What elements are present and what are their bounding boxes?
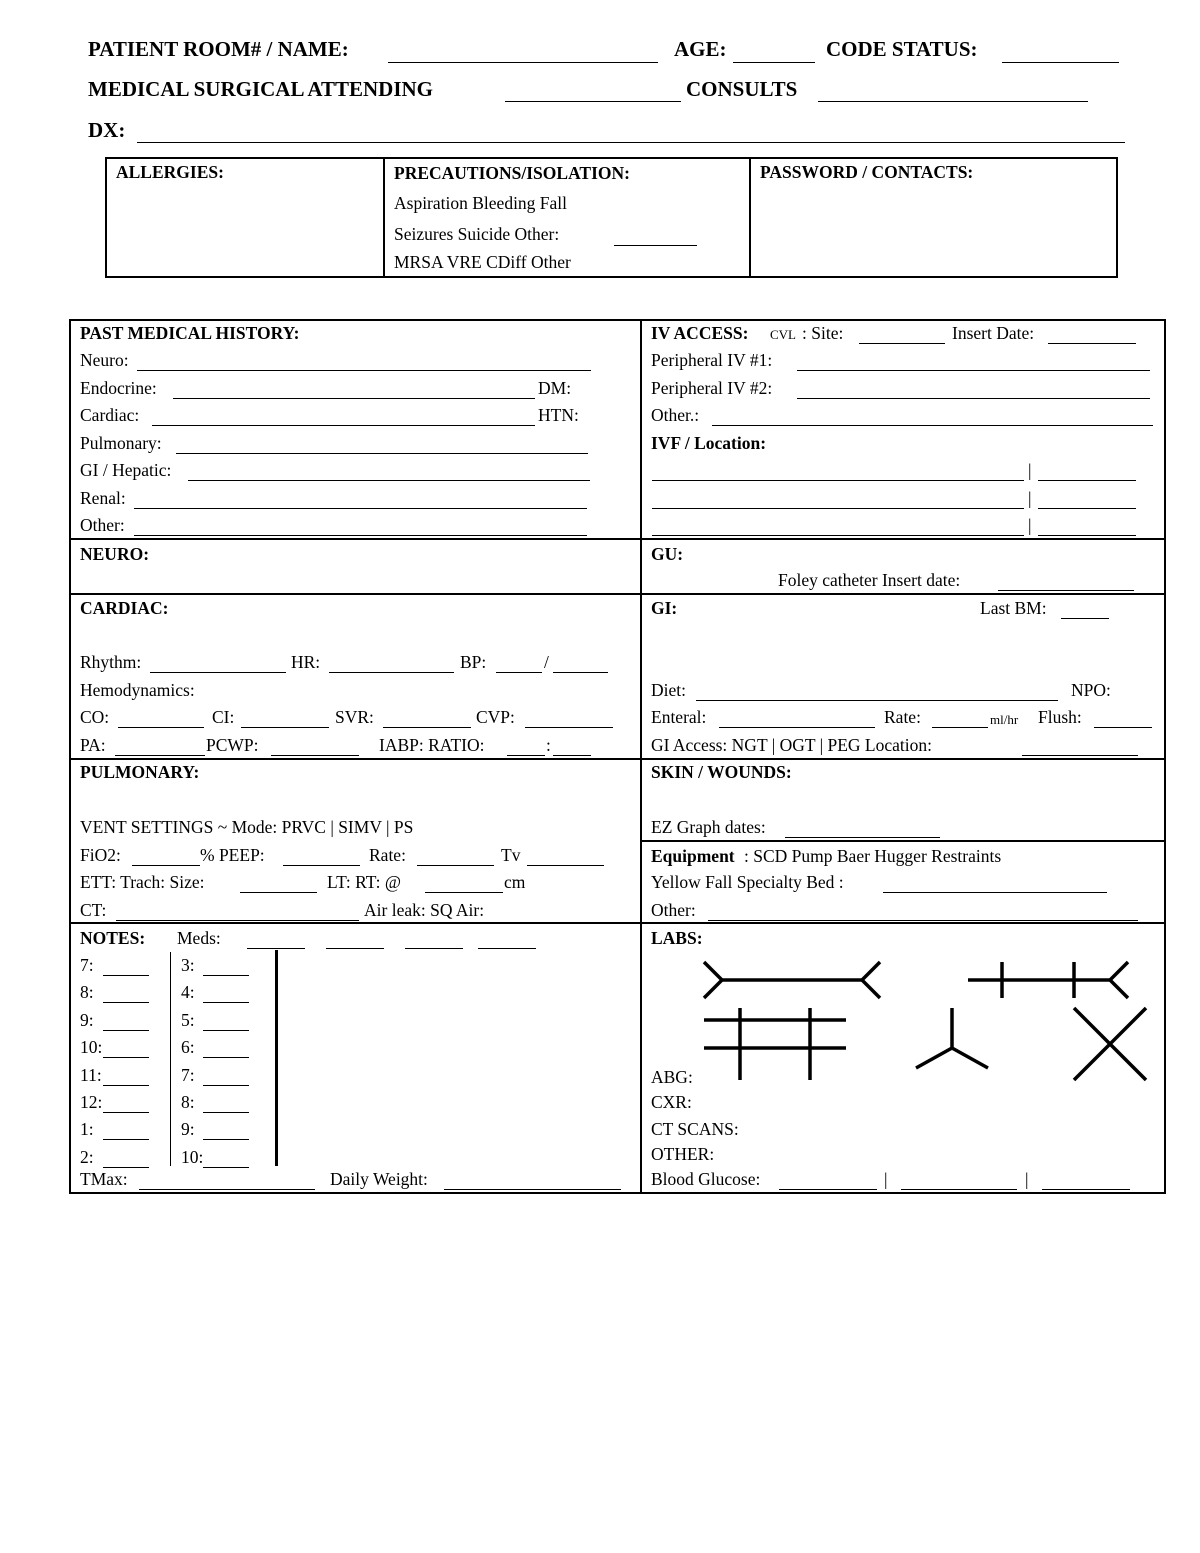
ivf-location-2[interactable] xyxy=(1038,508,1136,509)
co-field[interactable] xyxy=(118,727,204,728)
equipment-options-2[interactable]: Yellow Fall Specialty Bed : xyxy=(651,872,844,892)
meds-time-field[interactable] xyxy=(203,1112,249,1113)
ivf-location-1[interactable] xyxy=(1038,480,1136,481)
row-divider xyxy=(69,922,1166,924)
rhythm-label: Rhythm: xyxy=(80,652,142,672)
meds-time-label: 3: xyxy=(181,955,195,975)
ivf-separator: | xyxy=(1028,488,1032,508)
gi-title: GI: xyxy=(651,598,678,618)
ci-field[interactable] xyxy=(241,727,329,728)
vent-rate-field[interactable] xyxy=(417,865,494,866)
ivf-field-3[interactable] xyxy=(652,535,1024,536)
consults-label: CONSULTS xyxy=(686,77,798,101)
cvp-label: CVP: xyxy=(476,707,515,727)
npo-label: NPO: xyxy=(1071,680,1111,700)
meds-label: Meds: xyxy=(177,928,221,948)
pcwp-label: PCWP: xyxy=(206,735,259,755)
equipment-other-label: Other: xyxy=(651,900,696,920)
pcwp-field[interactable] xyxy=(271,755,359,756)
pmh-renal-label: Renal: xyxy=(80,488,126,508)
notes-column-divider xyxy=(170,952,171,1166)
enteral-field[interactable] xyxy=(719,727,875,728)
rate-field[interactable] xyxy=(932,727,988,728)
ci-label: CI: xyxy=(212,707,235,727)
peep-field[interactable] xyxy=(283,865,360,866)
foley-label: Foley catheter Insert date: xyxy=(778,570,961,590)
gu-title: GU: xyxy=(651,544,684,564)
rhythm-field[interactable] xyxy=(150,672,286,673)
consults-field[interactable] xyxy=(818,101,1088,102)
tv-field[interactable] xyxy=(527,865,604,866)
ivf-separator: | xyxy=(1028,515,1032,535)
hr-label: HR: xyxy=(291,652,321,672)
specialty-bed-field[interactable] xyxy=(883,892,1107,893)
pa-label: PA: xyxy=(80,735,106,755)
chest-tube-label: CT: xyxy=(80,900,107,920)
piv2-field[interactable] xyxy=(797,398,1150,399)
code-status-field[interactable] xyxy=(1002,62,1119,63)
meds-time-field[interactable] xyxy=(203,1002,249,1003)
meds-time-field[interactable] xyxy=(203,975,249,976)
pmh-dm-label: DM: xyxy=(538,378,572,398)
meds-time-label: 9: xyxy=(181,1119,195,1140)
equipment-title: Equipment xyxy=(651,846,735,866)
divider xyxy=(749,157,751,278)
daily-weight-field[interactable] xyxy=(444,1189,621,1190)
pmh-neuro-label: Neuro: xyxy=(80,350,129,370)
tmax-label: TMax: xyxy=(80,1169,128,1189)
notes-time-label: 1: xyxy=(80,1119,94,1140)
glucose-field-1[interactable] xyxy=(779,1189,877,1190)
glucose-separator: | xyxy=(884,1169,888,1189)
ratio-colon: : xyxy=(546,735,551,755)
rate-label: Rate: xyxy=(884,707,921,727)
notes-time-field[interactable] xyxy=(103,1112,149,1113)
ett-size-field[interactable] xyxy=(240,892,317,893)
abg-label: ABG: xyxy=(651,1067,693,1087)
pmh-endocrine-label: Endocrine: xyxy=(80,378,157,398)
flush-label: Flush: xyxy=(1038,707,1082,727)
meds-time-field[interactable] xyxy=(203,1139,249,1140)
lab-diagrams[interactable] xyxy=(690,950,1160,1090)
ct-scans-label: CT SCANS: xyxy=(651,1119,739,1139)
allergies-label: ALLERGIES: xyxy=(116,162,224,182)
ivf-location-title: IVF / Location: xyxy=(651,433,767,453)
attending-label: MEDICAL SURGICAL ATTENDING xyxy=(88,77,434,101)
notes-time-field[interactable] xyxy=(103,1057,149,1058)
piv1-label: Peripheral IV #1: xyxy=(651,350,773,370)
bp-label: BP: xyxy=(460,652,487,672)
piv1-field[interactable] xyxy=(797,370,1150,371)
lab-y-diagram xyxy=(916,1048,952,1068)
pmh-other-field[interactable] xyxy=(134,535,587,536)
blood-glucose-label: Blood Glucose: xyxy=(651,1169,761,1189)
meds-time-field[interactable] xyxy=(203,1030,249,1031)
mlhr-label: ml/hr xyxy=(990,712,1019,727)
room-name-field[interactable] xyxy=(388,62,658,63)
vent-rate-label: Rate: xyxy=(369,845,406,865)
notes-time-field[interactable] xyxy=(103,1030,149,1031)
precautions-options-2[interactable]: Seizures Suicide Other: xyxy=(394,224,560,244)
tmax-field[interactable] xyxy=(139,1189,315,1190)
meds-time-label: 8: xyxy=(181,1092,195,1112)
notes-column-divider xyxy=(275,950,278,1166)
lab-fishbone-right xyxy=(862,962,880,998)
iv-other-field[interactable] xyxy=(712,425,1153,426)
diet-field[interactable] xyxy=(696,700,1058,701)
hr-field[interactable] xyxy=(329,672,454,673)
column-divider xyxy=(640,319,642,1194)
cxr-label: CXR: xyxy=(651,1092,692,1112)
pmh-gi-label: GI / Hepatic: xyxy=(80,460,172,480)
foley-insert-field[interactable] xyxy=(998,590,1134,591)
precautions-options-1[interactable]: Aspiration Bleeding Fall xyxy=(394,193,568,213)
meds-time-label: 10: xyxy=(181,1146,204,1167)
ett-position-field[interactable] xyxy=(425,892,503,893)
pmh-endocrine-field[interactable] xyxy=(173,398,535,399)
notes-time-field[interactable] xyxy=(103,1085,149,1086)
meds-field-3[interactable] xyxy=(405,948,463,949)
pmh-pulmonary-label: Pulmonary: xyxy=(80,433,162,453)
meds-time-field[interactable] xyxy=(203,1085,249,1086)
age-field[interactable] xyxy=(733,62,815,63)
glucose-separator: | xyxy=(1025,1169,1029,1189)
iv-cvl-label: CVL xyxy=(770,327,796,342)
gi-location-field[interactable] xyxy=(1022,755,1138,756)
labs-other-label: OTHER: xyxy=(651,1144,715,1164)
last-bm-field[interactable] xyxy=(1061,618,1109,619)
equipment-options[interactable]: : SCD Pump Baer Hugger Restraints xyxy=(744,846,1002,866)
notes-time-label: 9: xyxy=(80,1009,94,1030)
vent-settings-options[interactable]: VENT SETTINGS ~ Mode: PRVC | SIMV | PS xyxy=(80,817,414,837)
pa-field[interactable] xyxy=(115,755,205,756)
glucose-field-2[interactable] xyxy=(901,1189,1017,1190)
precautions-other-field[interactable] xyxy=(614,245,697,246)
notes-time-field[interactable] xyxy=(103,1139,149,1140)
ett-label: ETT: Trach: Size: xyxy=(80,872,205,892)
notes-time-label: 11: xyxy=(80,1064,102,1085)
neuro-title: NEURO: xyxy=(80,544,150,564)
iv-access-title: IV ACCESS: xyxy=(651,323,749,343)
lab-cmp-end xyxy=(1110,962,1128,998)
fio2-label: FiO2: xyxy=(80,845,121,865)
meds-field-1[interactable] xyxy=(247,948,305,949)
ivf-separator: | xyxy=(1028,460,1032,480)
meds-time-label: 4: xyxy=(181,982,195,1003)
equipment-other-field[interactable] xyxy=(708,920,1138,921)
dx-label: DX: xyxy=(88,118,126,142)
lt-rt-label: LT: RT: @ xyxy=(327,872,401,892)
precautions-label: PRECAUTIONS/ISOLATION: xyxy=(394,163,630,183)
row-divider xyxy=(69,593,1166,595)
ratio-field-2[interactable] xyxy=(553,755,591,756)
chest-tube-field[interactable] xyxy=(116,920,359,921)
cm-label: cm xyxy=(504,872,526,892)
tv-label: Tv xyxy=(501,845,521,865)
age-label: AGE: xyxy=(674,37,727,61)
ez-graph-label: EZ Graph dates: xyxy=(651,817,766,837)
notes-title: NOTES: xyxy=(80,928,146,948)
pmh-title: PAST MEDICAL HISTORY: xyxy=(80,323,300,343)
cardiac-title: CARDIAC: xyxy=(80,598,169,618)
pmh-other-label: Other: xyxy=(80,515,125,535)
meds-time-label: 6: xyxy=(181,1037,195,1058)
notes-time-field[interactable] xyxy=(103,975,149,976)
pmh-renal-field[interactable] xyxy=(134,508,587,509)
row-divider xyxy=(69,758,1166,760)
meds-time-label: 5: xyxy=(181,1009,195,1030)
dx-field[interactable] xyxy=(137,142,1125,143)
co-label: CO: xyxy=(80,707,110,727)
fio2-field[interactable] xyxy=(132,865,200,866)
pmh-htn-label: HTN: xyxy=(538,405,579,425)
bp-systolic-field[interactable] xyxy=(496,672,542,673)
iv-insert-field[interactable] xyxy=(1048,343,1136,344)
skin-wounds-title: SKIN / WOUNDS: xyxy=(651,762,792,782)
ivf-field-1[interactable] xyxy=(652,480,1024,481)
piv2-label: Peripheral IV #2: xyxy=(651,378,773,398)
notes-time-label: 7: xyxy=(80,955,94,975)
bp-diastolic-field[interactable] xyxy=(553,672,608,673)
cvp-field[interactable] xyxy=(525,727,613,728)
lab-y-diagram xyxy=(952,1048,988,1068)
code-status-label: CODE STATUS: xyxy=(826,37,978,61)
svr-label: SVR: xyxy=(335,707,374,727)
meds-time-field[interactable] xyxy=(203,1167,249,1168)
hemodynamics-label: Hemodynamics: xyxy=(80,680,195,700)
daily-weight-label: Daily Weight: xyxy=(330,1169,428,1189)
notes-time-label: 12: xyxy=(80,1092,103,1112)
pulmonary-title: PULMONARY: xyxy=(80,762,200,782)
row-divider xyxy=(640,840,1166,842)
iv-insert-label: Insert Date: xyxy=(952,323,1035,343)
password-contacts-label: PASSWORD / CONTACTS: xyxy=(760,162,974,182)
diet-label: Diet: xyxy=(651,680,686,700)
ivf-field-2[interactable] xyxy=(652,508,1024,509)
meds-field-4[interactable] xyxy=(478,948,536,949)
pmh-cardiac-label: Cardiac: xyxy=(80,405,140,425)
last-bm-label: Last BM: xyxy=(980,598,1047,618)
notes-time-field[interactable] xyxy=(103,1002,149,1003)
meds-field-2[interactable] xyxy=(326,948,384,949)
glucose-field-3[interactable] xyxy=(1042,1189,1130,1190)
iv-other-label: Other.: xyxy=(651,405,700,425)
notes-time-label: 2: xyxy=(80,1146,94,1167)
iv-site-label: : Site: xyxy=(802,323,844,343)
divider xyxy=(383,157,385,278)
iv-site-field[interactable] xyxy=(859,343,945,344)
meds-time-field[interactable] xyxy=(203,1057,249,1058)
room-name-label: PATIENT ROOM# / NAME: xyxy=(88,37,349,61)
attending-field[interactable] xyxy=(505,101,681,102)
lab-fishbone-left xyxy=(704,962,722,998)
labs-title: LABS: xyxy=(651,928,703,948)
notes-time-label: 10: xyxy=(80,1037,103,1058)
pmh-pulmonary-field[interactable] xyxy=(176,453,588,454)
pmh-cardiac-field[interactable] xyxy=(152,425,535,426)
pmh-neuro-field[interactable] xyxy=(137,370,591,371)
notes-time-field[interactable] xyxy=(103,1167,149,1168)
flush-field[interactable] xyxy=(1094,727,1152,728)
row-divider xyxy=(69,538,1166,540)
enteral-label: Enteral: xyxy=(651,707,707,727)
ez-graph-field[interactable] xyxy=(785,837,940,838)
ratio-field-1[interactable] xyxy=(507,755,545,756)
notes-time-label: 8: xyxy=(80,982,94,1003)
meds-time-label: 7: xyxy=(181,1064,195,1085)
pmh-gi-field[interactable] xyxy=(188,480,590,481)
svr-field[interactable] xyxy=(383,727,471,728)
air-leak-label: Air leak: SQ Air: xyxy=(364,900,485,920)
gi-access-options[interactable]: GI Access: NGT | OGT | PEG Location: xyxy=(651,735,932,755)
bp-slash: / xyxy=(544,652,549,672)
iabp-label: IABP: RATIO: xyxy=(379,735,485,755)
ivf-location-3[interactable] xyxy=(1038,535,1136,536)
peep-label: % PEEP: xyxy=(200,845,265,865)
precautions-options-3[interactable]: MRSA VRE CDiff Other xyxy=(394,252,571,272)
